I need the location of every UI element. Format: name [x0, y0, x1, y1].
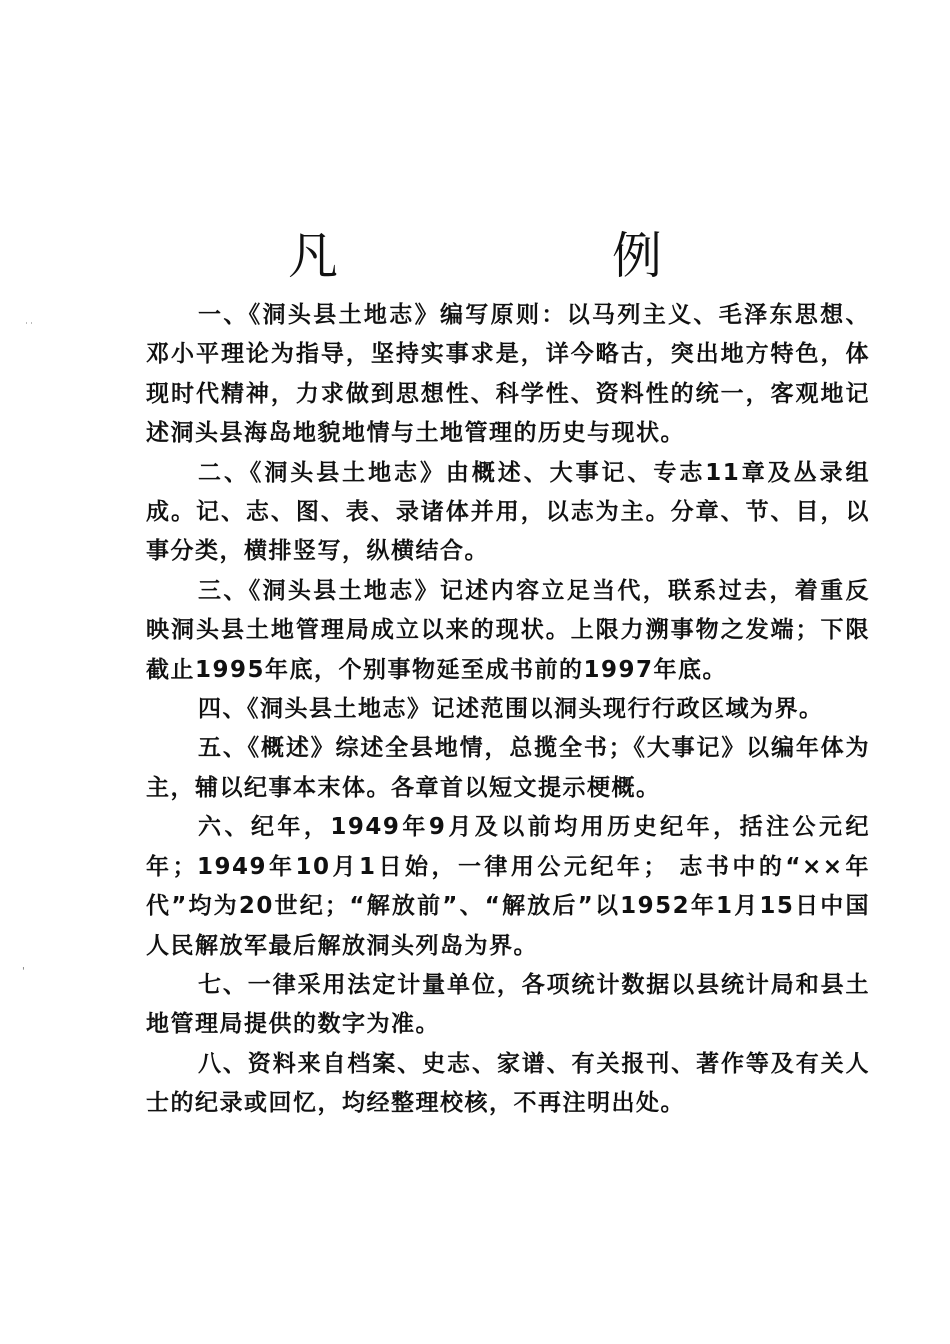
paragraph-2: 二、《洞头县土地志》由概述、大事记、专志11章及丛录组成。记、志、图、表、录诸体并用，以志为主。分章、节、目，以事分类，横排竖写，纵横结合。 — [146, 459, 870, 565]
paragraph-8: 八、资料来自档案、史志、家谱、有关报刊、著作等及有关人士的纪录或回忆，均经整理校核，不再注明出处。 — [146, 1050, 870, 1117]
paragraph-7: 七、一律采用法定计量单位，各项统计数据以县统计局和县土地管理局提供的数字为准。 — [146, 971, 870, 1038]
paragraph-4: 四、《洞头县土地志》记述范围以洞头现行行政区域为界。 — [198, 696, 824, 723]
page-title: 凡 例 — [288, 226, 774, 285]
paragraph-1: 一、《洞头县土地志》编写原则：以马列主义、毛泽东思想、邓小平理论为指导，坚持实事求是，详今略古，突出地方特色，体现时代精神，力求做到思想性、科学性、资料性的统一，客观地记述洞头县海岛地貌地情与土地管理的历史与现状。 — [146, 302, 870, 447]
document-body — [146, 296, 870, 1124]
paragraph-5: 五、《概述》综述全县地情，总揽全书；《大事记》以编年体为主，辅以纪事本末体。各章首以短文提示梗概。 — [146, 735, 870, 801]
scan-speck: ˙˙ — [24, 322, 34, 333]
scan-speck: ' — [22, 966, 25, 977]
paragraph-6: 六、纪年，1949年9月及以前均用历史纪年，括注公元纪年；1949年10月1日始，一律用公元纪年； 志书中的“××年代”均为20世纪；“解放前”、“解放后”以1952年1月15日中国人民解放军最后解放洞头列岛为界。 — [146, 814, 870, 959]
paragraph-3: 三、《洞头县土地志》记述内容立足当代，联系过去，着重反映洞头县土地管理局成立以来的现状。上限力溯事物之发端；下限截止1995年底，个别事物延至成书前的1997年底。 — [146, 577, 870, 683]
